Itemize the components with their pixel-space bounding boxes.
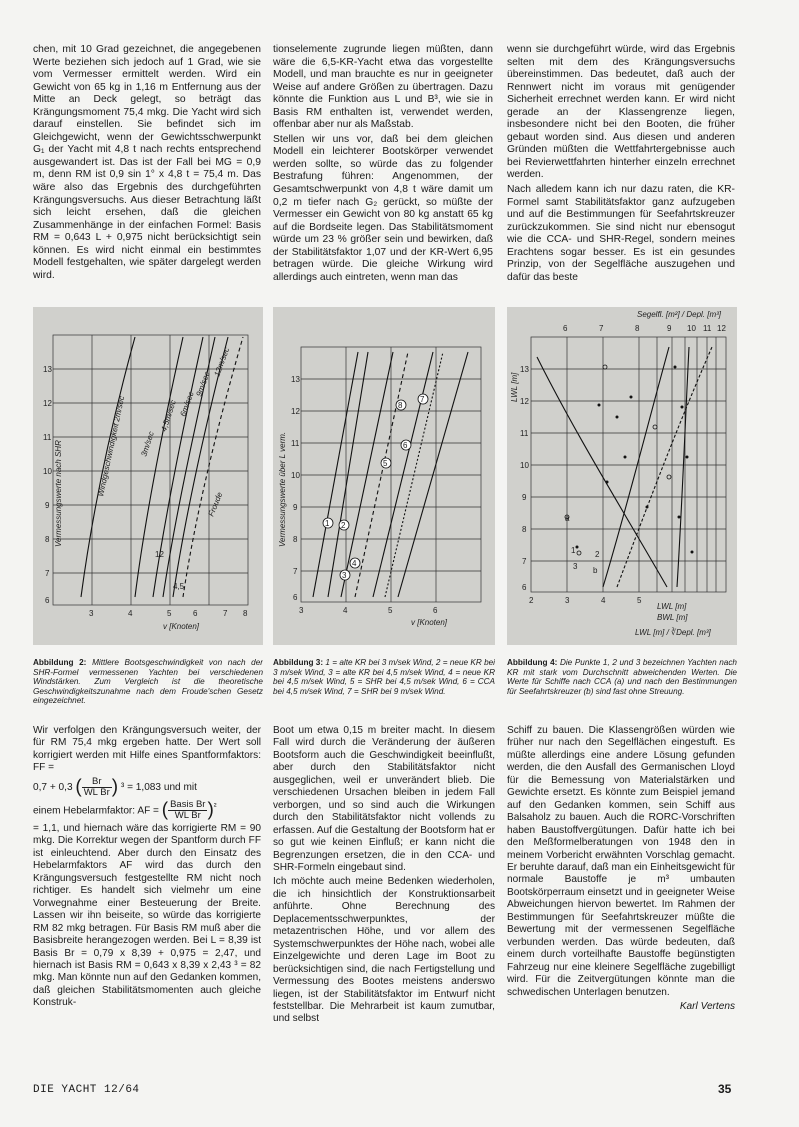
marker-3: 3 bbox=[342, 571, 347, 580]
formula-part: ³ = 1,083 und mit bbox=[120, 781, 197, 793]
figure-abbildung-3 bbox=[273, 307, 495, 645]
x-tick: 6 bbox=[193, 609, 198, 618]
marker-5: 5 bbox=[383, 459, 388, 468]
y-tick: 13 bbox=[520, 365, 529, 374]
top-tick: 6 bbox=[563, 324, 568, 333]
top-tick: 8 bbox=[635, 324, 640, 333]
caption-text: 1 = alte KR bei 3 m/sek Wind, 2 = neue KR bei 3 m/sek Wind, 3 = alte KR bei 4,5 m/sek Wind, 4 = neue KR bei 4,5 m/sek Wind, 5 = SHR bei 4,5 m/sek Wind, 6 = CCA bei 4,5 m/sek Wind, 7 = SHR bei 9 m/sek Wind. bbox=[273, 658, 495, 696]
curve-label-6: 6m/sec bbox=[178, 390, 196, 418]
y-tick: 9 bbox=[45, 501, 50, 510]
formula-spantformfaktor: 0,7 + 0,3 ( $\frac{Br}{\text{WL Br}}$ ) ³ = 1,083 und mit bbox=[33, 775, 197, 798]
y-tick: 11 bbox=[43, 433, 52, 442]
y-tick: 8 bbox=[45, 535, 50, 544]
paragraph: chen, mit 10 Grad gezeichnet, die angegebenen Werte beziehen sich jedoch auf 1 Grad, wie sie vom Vermesser ermittelt werden. Wird ein Gewicht von 65 kg in 1,16 m Entfernung aus der Mitte an Deck gelegt, so beträgt das Krängungsmoment 75,4 mkg. Die Yacht wird sich darauf einstellen. Sie befindet sich im Gleichgewicht, wenn der Gewichtsschwerpunkt G₁ der Yacht mit 4,8 t nach rechts entsprechend ausgewandert ist. Das ist der Fall bei MG = 0,9 m, denn RM ist 0,9 sin 1° x 4,8 t = 75,4 m. Das wäre also das Ergebnis des durchgeführten Krängungsversuchs. Aus dieser Betrachtung läßt sich leicht ersehen, daß die gleichen Zusammenhänge in der einfachen Formel: Basis RM = 0,643 L + 0,975 nicht berücksichtigt sein können. Es wird nicht einmal ein bestimmtes Modell festgehalten, wie später dargelegt werden wird. bbox=[33, 44, 261, 281]
caption-text: Mittlere Bootsgeschwindigkeit von nach der SHR-Formel vermessenen Yachten bei verschiedenen Windstärken. Zum Vergleich ist die theoretische Geschwindigkeitszunahme nach dem Froude'schen Gesetz eingezeichnet. bbox=[33, 658, 263, 706]
marker-6: 6 bbox=[403, 441, 408, 450]
annotation-12: 12 bbox=[155, 550, 164, 559]
caption-label: Abbildung 4: bbox=[507, 658, 558, 667]
footer-publication: DIE YACHT 12/64 bbox=[33, 1084, 140, 1096]
y-tick: 12 bbox=[291, 407, 300, 416]
y-tick: 12 bbox=[43, 399, 52, 408]
x-tick: 5 bbox=[388, 606, 393, 615]
x-tick: 3 bbox=[89, 609, 94, 618]
y-tick: 10 bbox=[43, 467, 52, 476]
y-tick: 6 bbox=[45, 596, 50, 605]
figure-4-ylabel: LWL [m] bbox=[510, 372, 519, 402]
formula-denominator: WL Br bbox=[83, 786, 110, 798]
x-tick: 6 bbox=[433, 606, 438, 615]
marker-1: 1 bbox=[325, 519, 330, 528]
x-tick: 4 bbox=[343, 606, 348, 615]
page-number: 35 bbox=[718, 1082, 732, 1096]
y-tick: 13 bbox=[43, 365, 52, 374]
text-column-4 bbox=[33, 725, 261, 1070]
figure-3-xlabel: v [Knoten] bbox=[411, 618, 448, 627]
x-tick: 8 bbox=[243, 609, 248, 618]
marker-2: 2 bbox=[595, 550, 600, 559]
figure-3-ylabel: Vermessungswerte über L verm. bbox=[278, 431, 287, 547]
formula-denominator: WL Br bbox=[174, 810, 201, 821]
text-column-2 bbox=[273, 44, 493, 296]
marker-2: 2 bbox=[341, 521, 346, 530]
y-tick: 7 bbox=[522, 557, 527, 566]
y-tick: 10 bbox=[291, 471, 300, 480]
text-column-1 bbox=[33, 44, 261, 296]
figure-abbildung-2 bbox=[33, 307, 263, 645]
marker-1: 1 bbox=[571, 546, 576, 555]
caption-text: Die Punkte 1, 2 und 3 bezeichnen Yachten nach KR mit stark vom Durchschnitt abweichenden Werten. Die Werte für Schiffe nach CCA (a) und nach den Bestimmungen für Seefahrtskreuzer (b) sind fast ohne Streuung. bbox=[507, 658, 737, 696]
marker-8: 8 bbox=[398, 401, 403, 410]
paragraph: wenn sie durchgeführt würde, wird das Ergebnis selten mit dem des Krängungsversuchs übereinstimmen. Das bedeutet, daß auch der Rennwert nicht im voraus mit genügender Sicherheit errechnet werden kann. Er wird nicht gerade an der Klassengrenze liegen, insbesondere nicht bei den Booten, die früher gebaut worden sind. Aus diesen und anderen Gründen müßten die Wettfahrtergebnisse auch bei Revierwettfahrten hinterher einzeln errechnet werden. bbox=[507, 44, 735, 181]
x-tick: 3 bbox=[299, 606, 304, 615]
curve-label-9: 9m/sec bbox=[194, 370, 212, 398]
paragraph: Schiff zu bauen. Die Klassengrößen würden wie früher nur nach den Segelflächen eingestuft. Es müßte allerdings eine andere Lösung gefunden werden, die den Ausfall des Germanischen Lloyd für die Bemessung von Materialstärken und Gewichte ersetzt. Es könnte zum Beispiel jemand auf den Gedanken kommen, sein Schiff aus Balsaholz zu bauen. Auch die RORC-Vorschriften haben Baustoffvergütungen. Dafür hatte ich bei den Meßformelberatungen von 1948 den in meinem Vorbericht erwähnten Vorschlag gemacht. Er beruhte darauf, daß man ein Einheitsgewicht für normale Baustoffe je m³ umbauten Bootskörperraum einsetzt und in geeigneter Weise Abweichungen hiervon bewertet. Im Rahmen der Bestimmungen für Seefahrtskreuzer müßte die Bewertung mit der vermessenen Segelfläche verbunden werden. Das würde bedeuten, daß einem durch vorteilhafte Baustoffe begünstigten Fahrzeug nur eine kleinere Segelfläche zugebilligt wird. Für die Zeitvergütungen könnte man die schwedischen Unterlagen benutzen. bbox=[507, 725, 735, 998]
formula-numerator: Basis Br bbox=[170, 799, 206, 810]
y-tick: 12 bbox=[520, 397, 529, 406]
figure-4-xlabel-2: BWL [m] bbox=[657, 613, 688, 622]
figure-2-ylabel: Vermessungswerte nach SHR bbox=[54, 440, 63, 547]
x-tick: 3 bbox=[565, 596, 570, 605]
x-tick: 4 bbox=[601, 596, 606, 605]
x-tick: 5 bbox=[637, 596, 642, 605]
top-tick: 7 bbox=[599, 324, 604, 333]
y-tick: 7 bbox=[45, 569, 50, 578]
paragraph: Wir verfolgen den Krängungsversuch weiter, der für RM 75,4 mkg ergeben hatte. Der Wert soll korrigiert werden mit Hilfe eines Spantformfaktors: FF = bbox=[33, 725, 261, 774]
curve-label-4-5: 4,5m/sec bbox=[159, 398, 178, 433]
figure-2-wind-label: Windgeschwindigkeit 2m/sec bbox=[96, 395, 127, 498]
curve-label-froude: Froude bbox=[206, 490, 225, 518]
paragraph: Boot um etwa 0,15 m breiter macht. In diesem Fall wird durch die Veränderung der äußeren Bootsform auch die Geschwindigkeit beeinflußt, aber durch den Stabilitätsfaktor nicht ausgeglichen, weil er unverändert blieb. Die verschiedenen Ursachen bleiben in jedem Fall verborgen, und so sind auch die Wirkungen durch den Stabilitätsfaktor nicht vollends zu erfassen. Auf die Gestaltung der Bootsform hat er so gut wie keinen Einfluß; er kann nicht die Begrenzungen ersetzen, die in den CCA- und SHR-Formeln eingebaut sind. bbox=[273, 725, 495, 873]
figure-2-xlabel: v [Knoten] bbox=[163, 622, 200, 631]
y-tick: 10 bbox=[520, 461, 529, 470]
text-column-6 bbox=[507, 725, 735, 1070]
x-tick: 2 bbox=[529, 596, 534, 605]
y-tick: 8 bbox=[522, 525, 527, 534]
figure-4-xlabel-1: LWL [m] bbox=[657, 602, 687, 611]
y-tick: 6 bbox=[293, 593, 298, 602]
annotation-4-5: 4,5 bbox=[173, 582, 185, 591]
y-tick: 9 bbox=[522, 493, 527, 502]
caption-abbildung-3 bbox=[273, 658, 495, 708]
figure-4-xlabel-3: LWL [m] / ∛Depl. [m³] bbox=[635, 628, 711, 637]
marker-a: a bbox=[565, 514, 570, 523]
figure-4-legend-top: Segelfl. [m²] / Depl. [m³] bbox=[637, 310, 722, 319]
figure-2-plot bbox=[33, 307, 263, 645]
figure-abbildung-4 bbox=[507, 307, 737, 645]
caption-abbildung-2 bbox=[33, 658, 263, 708]
figure-3-plot bbox=[273, 307, 495, 645]
y-tick: 7 bbox=[293, 567, 298, 576]
formula-part: 0,7 + 0,3 bbox=[33, 781, 73, 793]
formula-part: einem Hebelarmfaktor: AF = bbox=[33, 805, 159, 817]
figure-4-plot bbox=[507, 307, 737, 645]
curve-label-12: 12m/sec bbox=[212, 346, 232, 378]
x-tick: 4 bbox=[128, 609, 133, 618]
y-tick: 13 bbox=[291, 375, 300, 384]
y-tick: 6 bbox=[522, 583, 527, 592]
paragraph: Ich möchte auch meine Bedenken wiederholen, die ich hinsichtlich der Konstruktionsarbeit anführte. Ohne Berechnung des Deplacementsschwerpunktes, der metazentrischen Höhe, und vor allem des Systemschwerpunktes der Höhe nach, wobei alle Einzelgewichte und deren Lage im Boot zu berücksichtigen sind, die nach Fertigstellung und Vermessung des Bootes meistens anderswo liegen, ist der Stabilitätsfaktor im Entwurf nicht feststellbar. Die Mehrarbeit ist kaum zumutbar, und selbst bbox=[273, 876, 495, 1025]
formula-part: ² bbox=[213, 800, 217, 811]
top-tick: 10 bbox=[687, 324, 696, 333]
paragraph: = 1,1, und hiernach wäre das korrigierte RM = 90 mkg. Die Korrektur wegen der Spantform durch FF ist einleuchtend. Aber durch den Einsatz des Hebelarmfaktors AF wird das durch den Krängungsversuch festgestellte RM nicht noch richtiger. Es handelt sich vielmehr um eine Vorwegnahme einer Besteuerung der Breite. Lassen wir ihn beiseite, so würde das korrigierte RM 82 mkg betragen. Für Basis RM muß aber die Basisbreite herangezogen werden. Bei L = 8,39 ist Basis Br = 0,79 x 8,39 + 0,975 = 2,47, und hiernach ist Basis RM = 0,643 x 8,39 x 2,43 ³ = 82 mkg. Man könnte nun auf den Gedanken kommen, daß gleichen Stabilitätsmomenten auch gleiche Konstruk- bbox=[33, 823, 261, 1009]
top-tick: 12 bbox=[717, 324, 726, 333]
y-tick: 8 bbox=[293, 535, 298, 544]
y-tick: 9 bbox=[293, 503, 298, 512]
paragraph: tionselemente zugrunde liegen müßten, dann wäre die 6,5-KR-Yacht etwa das vorgestellte Modell, und man brauchte es nur in geeigneter Weise auf andere Größen zu übertragen. Dazu könnte die Funktion aus L und B³, wie sie in Basis RM enthalten ist, verwendet werden, offenbar aber nur als Maßstab. bbox=[273, 44, 493, 131]
paragraph: Stellen wir uns vor, daß bei dem gleichen Modell ein leichterer Bootskörper verwendet werden sollte, so würde das zu folgender Bestrafung führen: Angenommen, der Gesamtschwerpunkt von 4,8 t wäre damit um 0,2 m tiefer nach G₂ gerückt, so müßte der Vermesser ein Gewicht von 80 kg anstatt 65 kg auf die Bordseite legen. Das Stabilitätsmoment würde um 23 % größer sein und bewirken, daß der Stabilitätsfaktor 1,07 und der KR-Wert 6,95 betragen würde. Die gleiche Wirkung wird allerdings auch eintreten, wenn man das bbox=[273, 133, 493, 283]
y-tick: 11 bbox=[520, 429, 529, 438]
x-tick: 7 bbox=[223, 609, 228, 618]
paragraph: Nach alledem kann ich nur dazu raten, die KR-Formel samt Stabilitätsfaktor ganz aufzugeben und auf die Bestimmungen für Seefahrtskreuzer zurückzukommen. Sie sind nicht nur ebensogut wie die CCA- und SHR-Regel, sondern meines Erachtens sogar besser. Es ist ein gesundes Prinzip, von der Segelfläche auszugehen und dafür das beste bbox=[507, 184, 735, 283]
formula-hebelarmfaktor: einem Hebelarmfaktor: AF = ( $\frac{\text{Basis Br}}{\text{WL Br}}$ )$^{^2}$ bbox=[33, 799, 217, 821]
x-tick: 5 bbox=[167, 609, 172, 618]
top-tick: 11 bbox=[703, 324, 712, 333]
marker-3: 3 bbox=[573, 562, 578, 571]
caption-label: Abbildung 3: bbox=[273, 658, 324, 667]
marker-7: 7 bbox=[420, 395, 425, 404]
top-tick: 9 bbox=[667, 324, 672, 333]
caption-abbildung-4 bbox=[507, 658, 737, 708]
caption-label: Abbildung 2: bbox=[33, 658, 87, 667]
formula-numerator: Br bbox=[82, 777, 112, 788]
marker-4: 4 bbox=[352, 559, 357, 568]
marker-b: b bbox=[593, 566, 598, 575]
author-signature: Karl Vertens bbox=[679, 1000, 735, 1012]
text-column-3 bbox=[507, 44, 735, 296]
text-column-5 bbox=[273, 725, 495, 1070]
curve-label-3: 3m/sec bbox=[139, 430, 156, 458]
y-tick: 11 bbox=[291, 439, 300, 448]
